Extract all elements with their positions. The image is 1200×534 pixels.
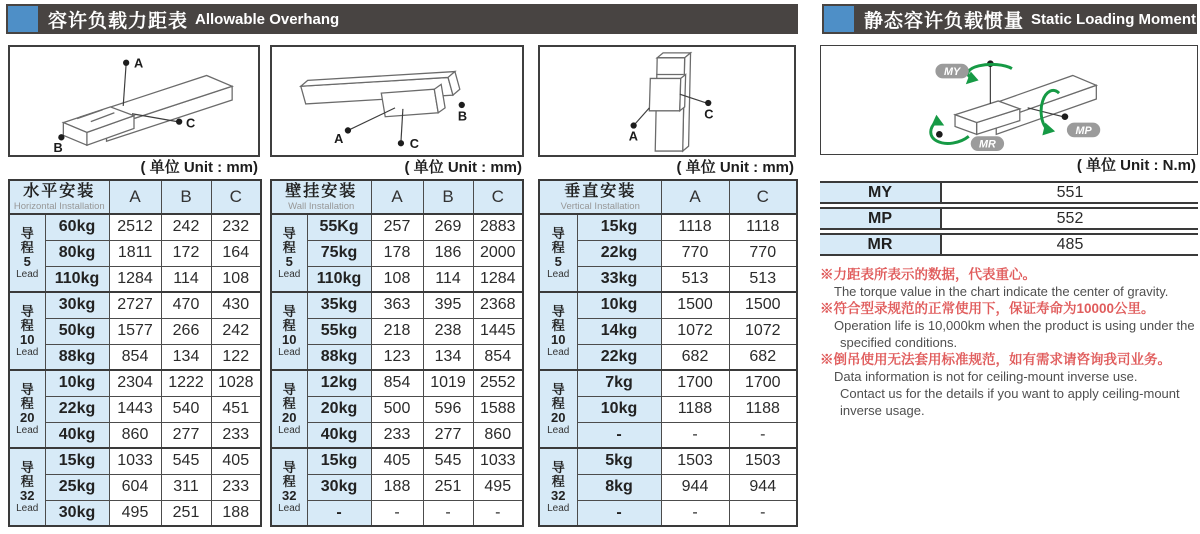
value-cell: 269 <box>423 214 473 240</box>
value-cell: - <box>473 500 523 526</box>
point-label-a: A <box>628 128 638 144</box>
value-cell: 233 <box>211 474 261 500</box>
load-cell: 40kg <box>45 422 109 448</box>
value-cell: 1072 <box>729 318 797 344</box>
table-row <box>539 214 797 240</box>
section-title-en: Static Loading Moment <box>1031 10 1197 28</box>
value-cell: 1445 <box>473 318 523 344</box>
table-row <box>539 474 797 500</box>
value-cell: 363 <box>371 292 423 318</box>
value-cell: 860 <box>109 422 161 448</box>
value-cell: 1028 <box>211 370 261 396</box>
column-header: C <box>729 180 797 214</box>
value-cell: 2000 <box>473 240 523 266</box>
value-cell: 114 <box>423 266 473 292</box>
value-cell: 242 <box>161 214 211 240</box>
moment-axis-label: MR <box>820 233 942 256</box>
value-cell: 513 <box>729 266 797 292</box>
load-cell: - <box>307 500 371 526</box>
load-cell: 75kg <box>307 240 371 266</box>
table-row <box>271 500 523 526</box>
section-header-static-loading-moment <box>822 4 1197 34</box>
point-label-b: B <box>53 140 63 154</box>
value-cell: 1118 <box>661 214 729 240</box>
horizontal-installation-column <box>8 42 260 527</box>
moment-label-mp: MP <box>1075 124 1092 137</box>
moment-label-my: MY <box>944 65 961 78</box>
load-cell: 40kg <box>307 422 371 448</box>
lead-cell: 导 程 20 Lead <box>271 370 307 448</box>
value-cell: 540 <box>161 396 211 422</box>
lead-cell: 导 程 32 Lead <box>539 448 577 526</box>
unit-label-mm: ( 单位 Unit : mm) <box>676 159 794 176</box>
actuator-vertical-drawing-icon <box>541 48 793 154</box>
section-title-zh: 静态容许负载惯量 <box>864 10 1025 32</box>
value-cell: 1588 <box>473 396 523 422</box>
value-cell: 1503 <box>729 448 797 474</box>
column-header: A <box>371 180 423 214</box>
unit-label-mm: ( 单位 Unit : mm) <box>140 159 258 176</box>
value-cell: 108 <box>211 266 261 292</box>
table-row <box>271 266 523 292</box>
table-row <box>9 474 261 500</box>
note-text-zh: ※力距表所表示的数据，代表重心。 <box>820 267 1036 282</box>
table-title: 壁挂安装 Wall Installation <box>271 180 371 214</box>
lead-cell: 导 程 32 Lead <box>271 448 307 526</box>
load-cell: 88kg <box>45 344 109 370</box>
table-row <box>9 266 261 292</box>
value-cell: 2727 <box>109 292 161 318</box>
table-row <box>9 292 261 318</box>
note-text-zh: ※倒吊使用无法套用标准规范，如有需求请咨询我司业务。 <box>820 352 1171 367</box>
load-cell: 7kg <box>577 370 661 396</box>
value-cell: 1033 <box>473 448 523 474</box>
table-row <box>539 240 797 266</box>
column-header: A <box>661 180 729 214</box>
value-cell: 186 <box>423 240 473 266</box>
unit-label-mm: ( 单位 Unit : mm) <box>404 159 522 176</box>
column-header: B <box>423 180 473 214</box>
moment-value: 485 <box>942 233 1198 256</box>
value-cell: 1500 <box>729 292 797 318</box>
column-header: C <box>211 180 261 214</box>
point-label-a: A <box>134 55 144 71</box>
section-header-allowable-overhang <box>6 4 798 34</box>
table-row <box>9 396 261 422</box>
wall-installation-diagram <box>270 45 524 157</box>
load-cell: 55Kg <box>307 214 371 240</box>
table-row <box>271 292 523 318</box>
value-cell: 405 <box>371 448 423 474</box>
table-row <box>9 240 261 266</box>
value-cell: 2304 <box>109 370 161 396</box>
unit-label-nm: ( 单位 Unit : N.m) <box>1076 157 1196 174</box>
value-cell: 470 <box>161 292 211 318</box>
load-cell: 50kg <box>45 318 109 344</box>
table-row <box>271 370 523 396</box>
value-cell: 1500 <box>661 292 729 318</box>
static-moment-diagram <box>820 45 1198 155</box>
value-cell: 1577 <box>109 318 161 344</box>
value-cell: 277 <box>161 422 211 448</box>
table-row <box>271 422 523 448</box>
accent-square-icon <box>824 6 854 32</box>
value-cell: 218 <box>371 318 423 344</box>
static-loading-moment-column <box>820 42 1198 419</box>
actuator-iso-drawing-icon <box>11 48 257 154</box>
value-cell: 1443 <box>109 396 161 422</box>
note-text-en: Operation life is 10,000km when the product is using under the <box>834 318 1195 333</box>
load-cell: 15kg <box>577 214 661 240</box>
point-label-c: C <box>704 106 714 122</box>
section-title-en: Allowable Overhang <box>195 10 340 28</box>
value-cell: 188 <box>211 500 261 526</box>
table-row <box>539 500 797 526</box>
value-cell: 1222 <box>161 370 211 396</box>
value-cell: 1072 <box>661 318 729 344</box>
value-cell: 451 <box>211 396 261 422</box>
table-row <box>9 448 261 474</box>
table-row <box>9 344 261 370</box>
value-cell: 596 <box>423 396 473 422</box>
value-cell: 238 <box>423 318 473 344</box>
moment-row <box>820 181 1198 204</box>
value-cell: 1503 <box>661 448 729 474</box>
value-cell: 405 <box>211 448 261 474</box>
load-cell: 15kg <box>45 448 109 474</box>
value-cell: 770 <box>729 240 797 266</box>
note-text-en: Contact us for the details if you want to apply ceiling-mount <box>840 386 1180 401</box>
value-cell: 164 <box>211 240 261 266</box>
load-cell: 88kg <box>307 344 371 370</box>
value-cell: 251 <box>161 500 211 526</box>
value-cell: 1188 <box>729 396 797 422</box>
load-cell: 25kg <box>45 474 109 500</box>
value-cell: - <box>729 500 797 526</box>
value-cell: 134 <box>423 344 473 370</box>
note-text-en: specified conditions. <box>840 335 958 350</box>
table-row <box>271 448 523 474</box>
value-cell: 1700 <box>729 370 797 396</box>
lead-cell: 导 程 5 Lead <box>9 214 45 292</box>
load-cell: 22kg <box>577 344 661 370</box>
table-row <box>9 318 261 344</box>
value-cell: 1284 <box>473 266 523 292</box>
value-cell: 232 <box>211 214 261 240</box>
note-text-en: inverse usage. <box>840 403 925 418</box>
table-row <box>539 318 797 344</box>
value-cell: 604 <box>109 474 161 500</box>
value-cell: 188 <box>371 474 423 500</box>
point-label-b: B <box>457 108 468 124</box>
lead-cell: 导 程 10 Lead <box>271 292 307 370</box>
value-cell: 1811 <box>109 240 161 266</box>
table-row <box>271 396 523 422</box>
value-cell: 122 <box>211 344 261 370</box>
section-title-zh: 容许负载力距表 <box>48 10 189 32</box>
value-cell: 134 <box>161 344 211 370</box>
load-cell: - <box>577 422 661 448</box>
value-cell: 1284 <box>109 266 161 292</box>
value-cell: 1188 <box>661 396 729 422</box>
value-cell: 233 <box>211 422 261 448</box>
table-row <box>271 318 523 344</box>
table-row <box>539 448 797 474</box>
value-cell: - <box>729 422 797 448</box>
lead-cell: 导 程 20 Lead <box>539 370 577 448</box>
load-cell: 60kg <box>45 214 109 240</box>
load-cell: 5kg <box>577 448 661 474</box>
table-title: 水平安装 Horizontal Installation <box>9 180 109 214</box>
table-header-row <box>271 180 523 214</box>
note-text-en: The torque value in the chart indicate the center of gravity. <box>834 284 1169 299</box>
value-cell: 1700 <box>661 370 729 396</box>
value-cell: 172 <box>161 240 211 266</box>
static-moment-table <box>820 178 1198 259</box>
value-cell: 251 <box>423 474 473 500</box>
table-row <box>539 344 797 370</box>
value-cell: 108 <box>371 266 423 292</box>
value-cell: 944 <box>661 474 729 500</box>
value-cell: - <box>661 500 729 526</box>
table-header-row <box>539 180 797 214</box>
lead-cell: 导 程 10 Lead <box>9 292 45 370</box>
value-cell: 2883 <box>473 214 523 240</box>
value-cell: - <box>423 500 473 526</box>
value-cell: 770 <box>661 240 729 266</box>
value-cell: 123 <box>371 344 423 370</box>
load-cell: 20kg <box>307 396 371 422</box>
load-cell: 30kg <box>45 292 109 318</box>
value-cell: 495 <box>109 500 161 526</box>
load-cell: 110kg <box>45 266 109 292</box>
moment-value: 552 <box>942 207 1198 230</box>
value-cell: 242 <box>211 318 261 344</box>
value-cell: 495 <box>473 474 523 500</box>
wall-installation-column <box>270 42 524 527</box>
value-cell: 854 <box>109 344 161 370</box>
value-cell: 944 <box>729 474 797 500</box>
value-cell: 266 <box>161 318 211 344</box>
load-cell: 10kg <box>45 370 109 396</box>
value-cell: 233 <box>371 422 423 448</box>
load-cell: 10kg <box>577 292 661 318</box>
value-cell: 395 <box>423 292 473 318</box>
moment-axis-label: MY <box>820 181 942 204</box>
table-row <box>271 344 523 370</box>
lead-cell: 导 程 20 Lead <box>9 370 45 448</box>
vertical-installation-column <box>538 42 796 527</box>
column-header: A <box>109 180 161 214</box>
notes-section <box>820 266 1198 419</box>
moment-row <box>820 233 1198 256</box>
load-cell: 33kg <box>577 266 661 292</box>
table-row <box>539 266 797 292</box>
value-cell: 257 <box>371 214 423 240</box>
load-cell: 55kg <box>307 318 371 344</box>
table-row <box>271 214 523 240</box>
load-cell: 8kg <box>577 474 661 500</box>
table-row <box>9 214 261 240</box>
load-cell: 10kg <box>577 396 661 422</box>
value-cell: 854 <box>371 370 423 396</box>
value-cell: 1019 <box>423 370 473 396</box>
table-title: 垂直安装 Vertical Installation <box>539 180 661 214</box>
load-cell: 14kg <box>577 318 661 344</box>
lead-cell: 导 程 5 Lead <box>539 214 577 292</box>
horizontal-overhang-table <box>8 179 262 527</box>
note-block <box>820 300 1198 351</box>
point-label-a: A <box>334 131 344 147</box>
point-label-c: C <box>186 115 196 131</box>
value-cell: 682 <box>661 344 729 370</box>
value-cell: 545 <box>423 448 473 474</box>
note-text-zh: ※符合型录规范的正常使用下，保证寿命为10000公里。 <box>820 301 1155 316</box>
actuator-side-drawing-icon <box>273 48 521 154</box>
value-cell: 682 <box>729 344 797 370</box>
table-row <box>539 396 797 422</box>
value-cell: 277 <box>423 422 473 448</box>
value-cell: 178 <box>371 240 423 266</box>
value-cell: - <box>371 500 423 526</box>
value-cell: 2552 <box>473 370 523 396</box>
lead-cell: 导 程 32 Lead <box>9 448 45 526</box>
table-header-row <box>9 180 261 214</box>
table-row <box>271 240 523 266</box>
moment-row <box>820 207 1198 230</box>
value-cell: 114 <box>161 266 211 292</box>
load-cell: 12kg <box>307 370 371 396</box>
value-cell: 545 <box>161 448 211 474</box>
note-block <box>820 266 1198 300</box>
table-row <box>539 370 797 396</box>
wall-overhang-table <box>270 179 524 527</box>
table-row <box>9 422 261 448</box>
moment-value: 551 <box>942 181 1198 204</box>
value-cell: 500 <box>371 396 423 422</box>
load-cell: 30kg <box>45 500 109 526</box>
load-cell: - <box>577 500 661 526</box>
value-cell: 430 <box>211 292 261 318</box>
note-block <box>820 351 1198 419</box>
load-cell: 22kg <box>45 396 109 422</box>
accent-square-icon <box>8 6 38 32</box>
moment-axis-label: MP <box>820 207 942 230</box>
horizontal-installation-diagram <box>8 45 260 157</box>
value-cell: 1118 <box>729 214 797 240</box>
load-cell: 15kg <box>307 448 371 474</box>
table-row <box>271 474 523 500</box>
value-cell: 513 <box>661 266 729 292</box>
value-cell: 860 <box>473 422 523 448</box>
column-header: B <box>161 180 211 214</box>
value-cell: - <box>661 422 729 448</box>
value-cell: 1033 <box>109 448 161 474</box>
point-label-c: C <box>409 136 419 152</box>
column-header: C <box>473 180 523 214</box>
load-cell: 80kg <box>45 240 109 266</box>
load-cell: 35kg <box>307 292 371 318</box>
table-row <box>9 500 261 526</box>
table-row <box>539 422 797 448</box>
value-cell: 311 <box>161 474 211 500</box>
note-text-en: Data information is not for ceiling-mount inverse use. <box>834 369 1138 384</box>
load-cell: 22kg <box>577 240 661 266</box>
value-cell: 2512 <box>109 214 161 240</box>
lead-cell: 导 程 10 Lead <box>539 292 577 370</box>
moment-label-mr: MR <box>979 138 996 151</box>
load-cell: 110kg <box>307 266 371 292</box>
vertical-installation-diagram <box>538 45 796 157</box>
lead-cell: 导 程 5 Lead <box>271 214 307 292</box>
moment-axes-drawing-icon <box>823 48 1195 152</box>
value-cell: 2368 <box>473 292 523 318</box>
table-row <box>9 370 261 396</box>
table-row <box>539 292 797 318</box>
vertical-overhang-table <box>538 179 798 527</box>
load-cell: 30kg <box>307 474 371 500</box>
value-cell: 854 <box>473 344 523 370</box>
